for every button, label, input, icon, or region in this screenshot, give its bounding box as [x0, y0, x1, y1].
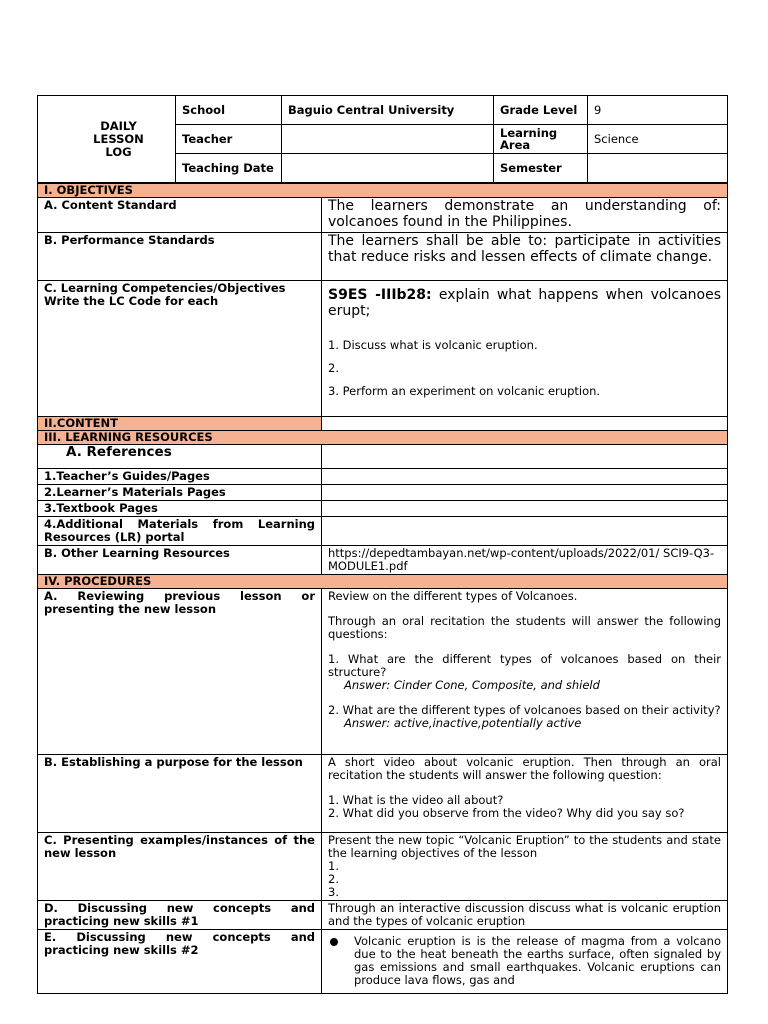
section-objectives: I. OBJECTIVES: [38, 184, 728, 198]
proc-a-q1: 1. What are the different types of volcanoes based on their structure?: [328, 652, 721, 679]
proc-b-value: [322, 755, 728, 833]
daily-lesson-log: [37, 95, 727, 994]
proc-b-q1: 1. What is the video all about?: [328, 793, 504, 807]
performance-standard-value: The learners shall be able to: participate in activities that reduce risks and lessen effects of climate change.: [322, 233, 728, 281]
content-standard-label: A. Content Standard: [38, 198, 322, 233]
lr-value: [322, 517, 728, 546]
school-label: School: [176, 96, 282, 125]
performance-standard-label: B. Performance Standards: [38, 233, 322, 281]
lm-value: [322, 485, 728, 501]
grade-label: Grade Level: [494, 96, 588, 125]
header-table: [37, 95, 728, 183]
proc-a-label: A. Reviewing previous lesson or presenting the new lesson: [38, 589, 322, 755]
semester-label: Semester: [494, 154, 588, 183]
objective-2: 2.: [328, 361, 339, 375]
lc-text: explain what happens when volcanoes erupt;: [328, 287, 721, 319]
other-resources-link[interactable]: https://depedtambayan.net/wp-content/uploads/2022/01/ SCI9-Q3-MODULE1.pdf: [322, 546, 728, 575]
proc-e-text: Volcanic eruption is is the release of magma from a volcano due to the heat beneath the earths surface, often signaled by gas emissions and small earthquakes. Volcanic eruptions can produce lava flows, gas and: [354, 934, 721, 987]
area-value: Science: [588, 125, 728, 154]
proc-c-line1: Present the new topic “Volcanic Eruption” to the students and state the learning objectives of the lesson: [328, 833, 721, 860]
bullet-icon: [330, 938, 338, 946]
objective-3: 3. Perform an experiment on volcanic eruption.: [328, 384, 601, 398]
references-label: A. References: [38, 445, 322, 469]
tb-value: [322, 501, 728, 517]
section-procedures: IV. PROCEDURES: [38, 575, 728, 589]
lc-code: S9ES -IIIb28:: [328, 287, 432, 303]
references-value: [322, 445, 728, 469]
proc-a-line1: Review on the different types of Volcanoes.: [328, 589, 578, 603]
date-label: Teaching Date: [176, 154, 282, 183]
teacher-label: Teacher: [176, 125, 282, 154]
teacher-value: [282, 125, 494, 154]
proc-c-n1: 1.: [328, 859, 339, 873]
tb-label: 3.Textbook Pages: [38, 501, 322, 517]
proc-a-q2: 2. What are the different types of volcanoes based on their activity?: [328, 703, 721, 717]
other-resources-label: B. Other Learning Resources: [38, 546, 322, 575]
proc-c-n3: 3.: [328, 885, 339, 899]
proc-c-value: [322, 833, 728, 901]
proc-c-n2: 2.: [328, 872, 339, 886]
proc-d-label: D. Discussing new concepts and practicing new skills #1: [38, 901, 322, 930]
section-content-value: [322, 417, 728, 431]
tg-value: [322, 469, 728, 485]
lm-label: 2.Learner’s Materials Pages: [38, 485, 322, 501]
proc-a-answer1: Answer: Cinder Cone, Composite, and shield: [344, 678, 600, 692]
proc-b-q2: 2. What did you observe from the video? Why did you say so?: [328, 806, 685, 820]
competencies-value: [322, 281, 728, 417]
proc-b-label: B. Establishing a purpose for the lesson: [38, 755, 322, 833]
proc-c-label: C. Presenting examples/instances of the new lesson: [38, 833, 322, 901]
tg-label: 1.Teacher’s Guides/Pages: [38, 469, 322, 485]
proc-a-value: [322, 589, 728, 755]
competencies-label: C. Learning Competencies/Objectives Write the LC Code for each: [38, 281, 322, 417]
lc-line: [328, 288, 721, 319]
proc-d-value: Through an interactive discussion discuss what is volcanic eruption and the types of volcanic eruption: [322, 901, 728, 930]
date-value: [282, 154, 494, 183]
proc-a-answer2: Answer: active,inactive,potentially active: [344, 716, 582, 730]
proc-e-value: [322, 930, 728, 994]
section-content: II.CONTENT: [38, 417, 322, 431]
proc-b-line1: A short video about volcanic eruption. Then through an oral recitation the students will answer the following question:: [328, 755, 721, 782]
proc-e-bullet-item: [328, 935, 721, 987]
objective-1: 1. Discuss what is volcanic eruption.: [328, 338, 538, 352]
content-standard-value: The learners demonstrate an understanding of: volcanoes found in the Philippines.: [322, 198, 728, 233]
proc-e-label: E. Discussing new concepts and practicing new skills #2: [38, 930, 322, 994]
area-label: Learning Area: [494, 125, 588, 154]
school-value: Baguio Central University: [282, 96, 494, 125]
main-table: [37, 183, 728, 994]
log-title: DAILY LESSON LOG: [38, 96, 176, 183]
lr-label: 4.Additional Materials from Learning Resources (LR) portal: [38, 517, 322, 546]
grade-value: 9: [588, 96, 728, 125]
proc-a-line2: Through an oral recitation the students will answer the following questions:: [328, 614, 721, 641]
section-resources: III. LEARNING RESOURCES: [38, 431, 728, 445]
semester-value: [588, 154, 728, 183]
